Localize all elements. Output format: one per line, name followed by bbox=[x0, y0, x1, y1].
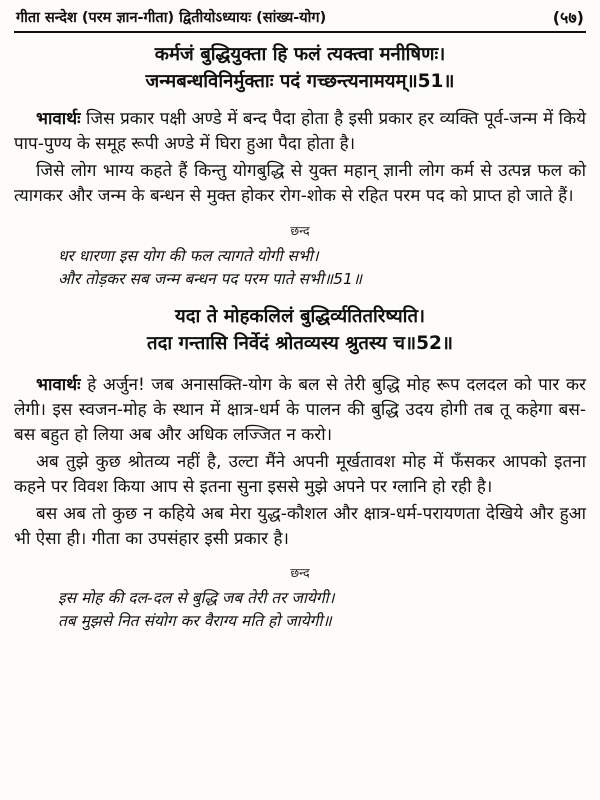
chhand-heading: छन्द bbox=[290, 565, 310, 580]
commentary-paragraph bbox=[14, 107, 586, 157]
chhand-poem-52 bbox=[14, 587, 586, 633]
commentary-paragraph bbox=[14, 373, 586, 448]
page-header bbox=[14, 6, 586, 33]
page-number: (५७) bbox=[552, 8, 584, 27]
commentary-paragraph: जिसे लोग भाग्य कहते हैं किन्तु योगबुद्धि से युक्त महान् ज्ञानी लोग कर्म से उत्पन्न फल को त्यागकर और जन्म के बन्धन से मुक्त होकर रोग-शोक से रहित परम पद को प्राप्त हो जाते हैं। bbox=[14, 161, 586, 206]
commentary-label: भावार्थः bbox=[36, 109, 81, 129]
verse-line: तदा गन्तासि निर्वेदं श्रोतव्यस्य श्रुतस्य च॥52॥ bbox=[147, 333, 453, 354]
commentary-text: हे अर्जुन! जब अनासक्ति-योग के बल से तेरी बुद्धि मोह रूप दलदल को पार कर लेगी। इस स्वजन-मोह के स्थान में क्षात्र-धर्म के पालन की बुद्धि उदय होगी तब तू कहेगा बस-बस बहुत हो लिया अब और अधिक लज्जित न करो। bbox=[14, 375, 586, 445]
commentary-paragraph: अब तुझे कुछ श्रोतव्य नहीं है, उल्टा मैंने अपनी मूर्खतावश मोह में फँसकर आपको इतना कहने पर विवश किया आप से इतना सुना इससे मुझे अपने पर ग्लानि हो रही है। bbox=[14, 452, 586, 497]
verse-line: कर्मजं बुद्धियुक्ता हि फलं त्यक्त्वा मनीषिणः। bbox=[154, 44, 446, 65]
poem-line: धर धारणा इस योग की फल त्यागते योगी सभी। bbox=[58, 247, 319, 265]
commentary-text: जिस प्रकार पक्षी अण्डे में बन्द पैदा होता है इसी प्रकार हर व्यक्ति पूर्व-जन्म में किये पाप-पुण्य के समूह रूपी अण्डे में घिरा हुआ पैदा होता है। bbox=[14, 109, 586, 154]
poem-line: और तोड़कर सब जन्म बन्धन पद परम पाते सभी॥51॥ bbox=[58, 270, 363, 288]
chhand-heading: छन्द bbox=[290, 223, 310, 238]
poem-line: तब मुझसे नित संयोग कर वैराग्य मति हो जायेगी॥ bbox=[58, 612, 332, 630]
sanskrit-verse-51 bbox=[14, 41, 586, 95]
commentary-paragraph: बस अब तो कुछ न कहिये अब मेरा युद्ध-कौशल और क्षात्र-धर्म-परायणता देखिये और हुआ भी ऐसा ही। गीता का उपसंहार इसी प्रकार है। bbox=[14, 504, 586, 549]
chhand-poem-51 bbox=[14, 245, 586, 291]
verse-line: यदा ते मोहकलिलं बुद्धिर्व्यतितरिष्यति। bbox=[174, 306, 426, 327]
poem-line: इस मोह की दल-दल से बुद्धि जब तेरी तर जायेगी। bbox=[58, 589, 335, 607]
verse-line: जन्मबन्धविनिर्मुक्ताः पदं गच्छन्त्यनामयम्॥51॥ bbox=[145, 71, 455, 92]
commentary-label: भावार्थः bbox=[36, 375, 81, 395]
running-title: गीता सन्देश (परम ज्ञान-गीता) द्वितीयोऽध्यायः (सांख्य-योग) bbox=[16, 10, 327, 26]
sanskrit-verse-52 bbox=[14, 303, 586, 357]
